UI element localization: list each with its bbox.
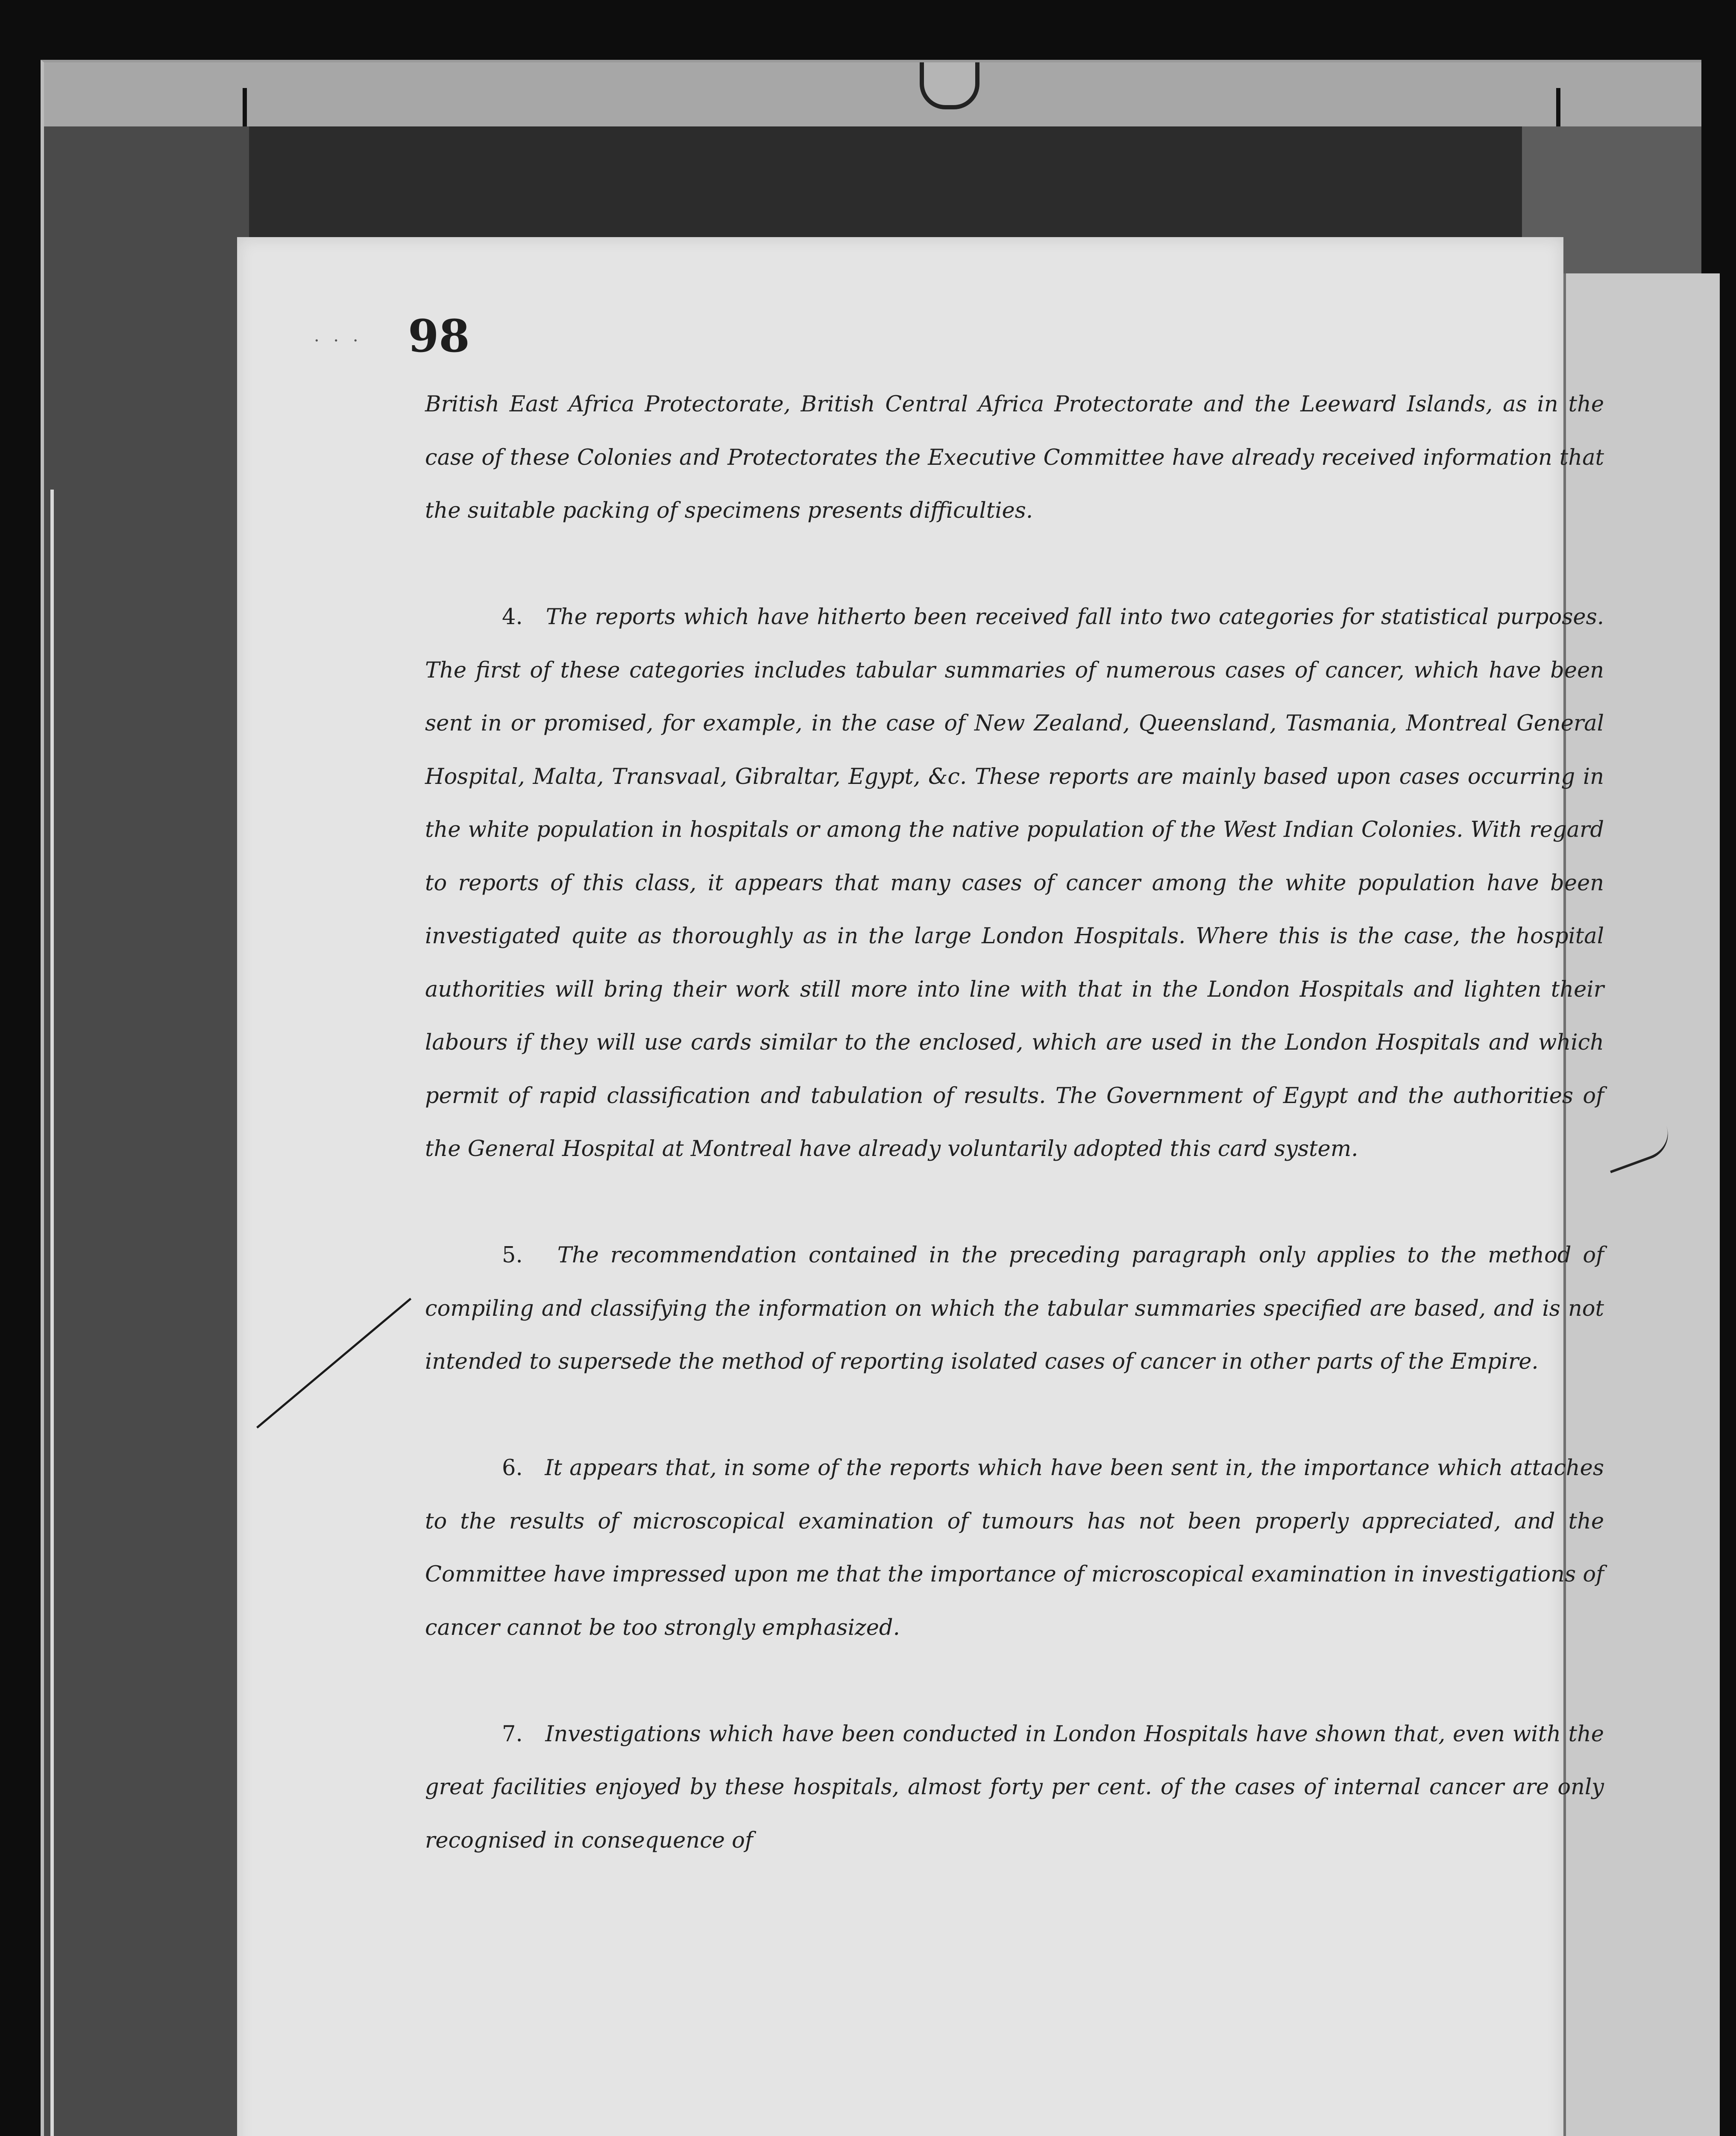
paragraph-5	[425, 1229, 1604, 1389]
paragraph-number: 7.	[502, 1721, 523, 1747]
page-number: 98	[408, 310, 470, 362]
paragraph-text: British East Africa Protectorate, British Central Africa Protectorate and the Leeward Islands, as in the case of these Colonies and Protectorates the Executive Committee have already received information that the suitable packing of specimens presents difficulties.	[425, 392, 1604, 523]
body-text	[425, 378, 1604, 1867]
paragraph-continued	[425, 378, 1604, 538]
paragraph-number: 6.	[502, 1455, 523, 1481]
paragraph-number: 4.	[502, 604, 523, 630]
paragraph-number: 5.	[502, 1243, 523, 1268]
left-edge-rule	[50, 490, 54, 2136]
paragraph-text: Investigations which have been conducted in London Hospitals have shown that, even with the great facilities enjoyed by these hospitals, almost forty per cent. of the cases of internal cancer are only recognised in consequence of	[425, 1721, 1604, 1853]
film-top-band	[44, 62, 1701, 126]
paragraph-text: It appears that, in some of the reports which have been sent in, the importance which attaches to the results of microscopical examination of tumours has not been properly appreciated, and the Committee have impressed upon me that the importance of microscopical examination in investigations of cancer cannot be too strongly emphasized.	[425, 1455, 1604, 1640]
paragraph-4	[425, 591, 1604, 1176]
frame-tick-left	[243, 88, 247, 126]
paragraph-7	[425, 1708, 1604, 1868]
paragraph-text: The recommendation contained in the preceding paragraph only applies to the method of compiling and classifying the information on which the tabular summaries specified are based, and is not intended to supersede the method of reporting isolated cases of cancer in other parts of the Empire.	[425, 1243, 1604, 1374]
paragraph-6	[425, 1442, 1604, 1655]
page-speck-marks: · · ·	[314, 331, 363, 351]
frame-notch	[920, 62, 979, 109]
film-left-band	[44, 126, 249, 2136]
frame-tick-right	[1556, 88, 1560, 126]
document-page	[237, 237, 1604, 2136]
paragraph-text: The reports which have hitherto been received fall into two categories for statistical purposes. The first of these categories includes tabular summaries of numerous cases of cancer, which have been sent in or promised, for example, in the case of New Zealand, Queensland, Tasmania, Montreal General Hospital, Malta, Transvaal, Gibraltar, Egypt, &c. These reports are mainly based upon cases occurring in the white population in hospitals or among the native population of the West Indian Colonies. With regard to reports of this class, it appears that many cases of cancer among the white population have been investigated quite as thoroughly as in the large London Hospitals. Where this is the case, the hospital authorities will bring their work still more into line with that in the London Hospitals and lighten their labours if they will use cards similar to the enclosed, which are used in the London Hospitals and which permit of rapid classification and tabulation of results. The Government of Egypt and the authorities of the General Hospital at Montreal have already voluntarily adopted this card system.	[425, 604, 1604, 1162]
